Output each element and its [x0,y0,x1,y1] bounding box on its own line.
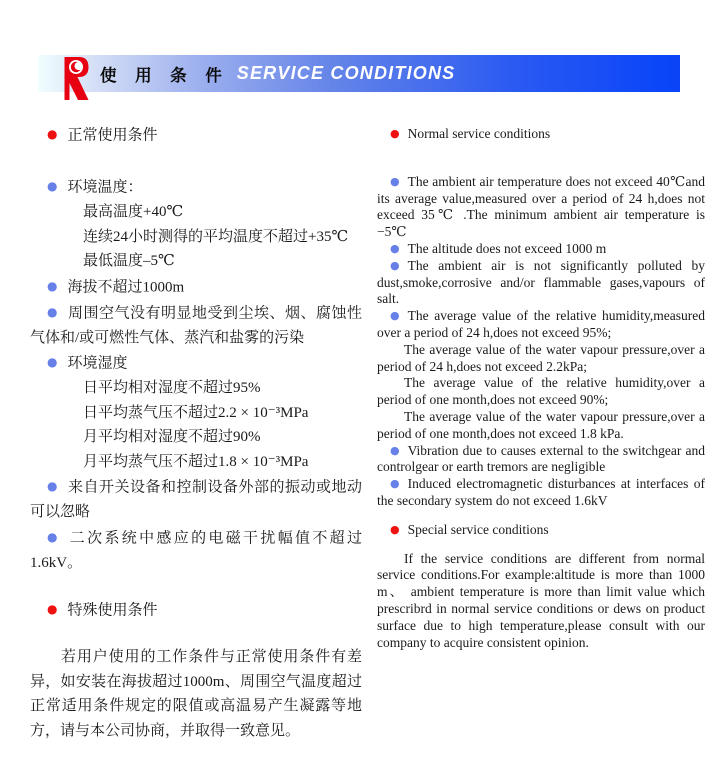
line-text: Special service conditions [407,521,549,537]
line-text: 连续24小时测得的平均温度不超过+35℃ [83,228,349,245]
text-line [30,300,362,351]
text-line [377,241,705,258]
text-line [30,274,362,300]
line-text: 日平均相对湿度不超过95% [83,380,261,396]
text-line [30,174,362,200]
red-bullet-icon: ● [47,127,58,141]
text-line [30,450,362,475]
text-line [377,258,705,308]
text-line [30,525,362,576]
line-text: If the service conditions are different from normal service conditions.For example:altitude is more than 1000 m、 ambient temperature is more than limit value which prescribrd in normal service conditions or dews on product surface due to high temperature,please consult with our company to acquire consistent opinion. [377,550,705,650]
spacer [377,143,705,174]
line-text: The average value of the water vapour pressure,over a period of one month,does not exceed 1.8 kPa. [377,408,705,441]
blue-bullet-icon: ● [47,278,58,293]
text-line [30,225,362,250]
line-text: Induced electromagnetic disturbances at interfaces of the secondary system do not exceed 1.6kV [377,476,705,508]
spacer [30,575,362,597]
line-text: The average value of the water vapour pressure,over a period of 24 h,does not exceed 2.2kPa; [377,341,705,374]
text-line [377,375,705,409]
line-text: The altitude does not exceed 1000 m [407,240,607,256]
section-heading [30,122,362,148]
blue-bullet-icon: ● [390,258,400,272]
line-text: The average value of the relative humidity,over a period of one month,does not exceed 90%; [377,375,705,408]
section-heading [377,522,705,539]
line-text: Normal service conditions [407,126,551,141]
text-line [377,342,705,376]
column-chinese [30,122,362,743]
line-text: 来自开关设备和控制设备外部的振动或地动可以忽略 [30,479,362,520]
blue-bullet-icon: ● [390,309,400,323]
blue-bullet-icon: ● [390,443,400,457]
blue-bullet-icon: ● [47,355,58,369]
line-text: 二次系统中感应的电磁干扰幅值不超过1.6kV。 [30,530,362,571]
line-text: 月平均蒸气压不超过1.8 × 10⁻³MPa [83,453,309,470]
brand-logo-icon [63,56,90,101]
spacer [377,539,705,551]
text-line [30,350,362,376]
text-line [377,551,705,652]
line-text: The average value of the relative humidity,measured over a period of 24 h,does not exceed 95%; [377,308,705,340]
line-text: The ambient air is not significantly polluted by dust,smoke,corrosive and/or flammable gases,vapours of salt. [377,257,705,307]
header-band [38,55,680,92]
text-line [30,376,362,401]
red-bullet-icon: ● [390,127,400,140]
line-text: 环境湿度 [67,355,128,372]
spacer [30,623,362,645]
red-bullet-icon: ● [47,602,58,616]
text-line [30,645,362,743]
line-text: The ambient air temperature does not exceed 40℃and its average value,measured over a period of 24 h,does not exceed 35℃ .The minimum ambient air temperature is −5℃ [377,173,705,240]
line-text: 最低温度–5℃ [83,253,175,269]
text-line [377,476,705,510]
line-text: 特殊使用条件 [67,602,158,619]
blue-bullet-icon: ● [47,529,58,544]
text-line [30,474,362,525]
spacer [30,148,362,174]
spacer [377,510,705,522]
line-text: 环境温度： [67,179,143,196]
blue-bullet-icon: ● [47,179,58,193]
text-line [30,425,362,450]
red-bullet-icon: ● [390,522,400,536]
line-text: 日平均蒸气压不超过2.2 × 10⁻³MPa [83,404,309,421]
page-title-zh: 使 用 条 件 [100,66,229,85]
text-line [30,249,362,274]
blue-bullet-icon: ● [47,479,58,493]
line-text: Vibration due to causes external to the switchgear and controlgear or earth tremors are negligible [377,442,705,475]
text-line [377,409,705,443]
text-line [377,443,705,477]
text-line [377,174,705,241]
line-text: 正常使用条件 [67,127,158,144]
text-line [377,308,705,342]
blue-bullet-icon: ● [390,477,400,491]
blue-bullet-icon: ● [390,241,400,255]
blue-bullet-icon: ● [47,304,58,319]
page-title-en: SERVICE CONDITIONS [236,63,456,83]
line-text: 最高温度+40℃ [83,204,184,220]
column-english [377,126,705,651]
line-text: 周围空气没有明显地受到尘埃、烟、腐蚀性气体和/或可燃性气体、蒸汽和盐雾的污染 [30,305,362,346]
line-text: 若用户使用的工作条件与正常使用条件有差异，如安装在海拔超过1000m、周围空气温度超过正常适用条件规定的限值或高温易产生凝露等地方，请与本公司协商，并取得一致意见。 [30,649,362,739]
section-heading [377,126,705,143]
line-text: 海拔不超过1000m [67,279,185,295]
line-text: 月平均相对湿度不超过90% [83,429,261,445]
blue-bullet-icon: ● [390,174,400,188]
section-heading [30,597,362,623]
text-line [30,401,362,426]
text-line [30,200,362,225]
